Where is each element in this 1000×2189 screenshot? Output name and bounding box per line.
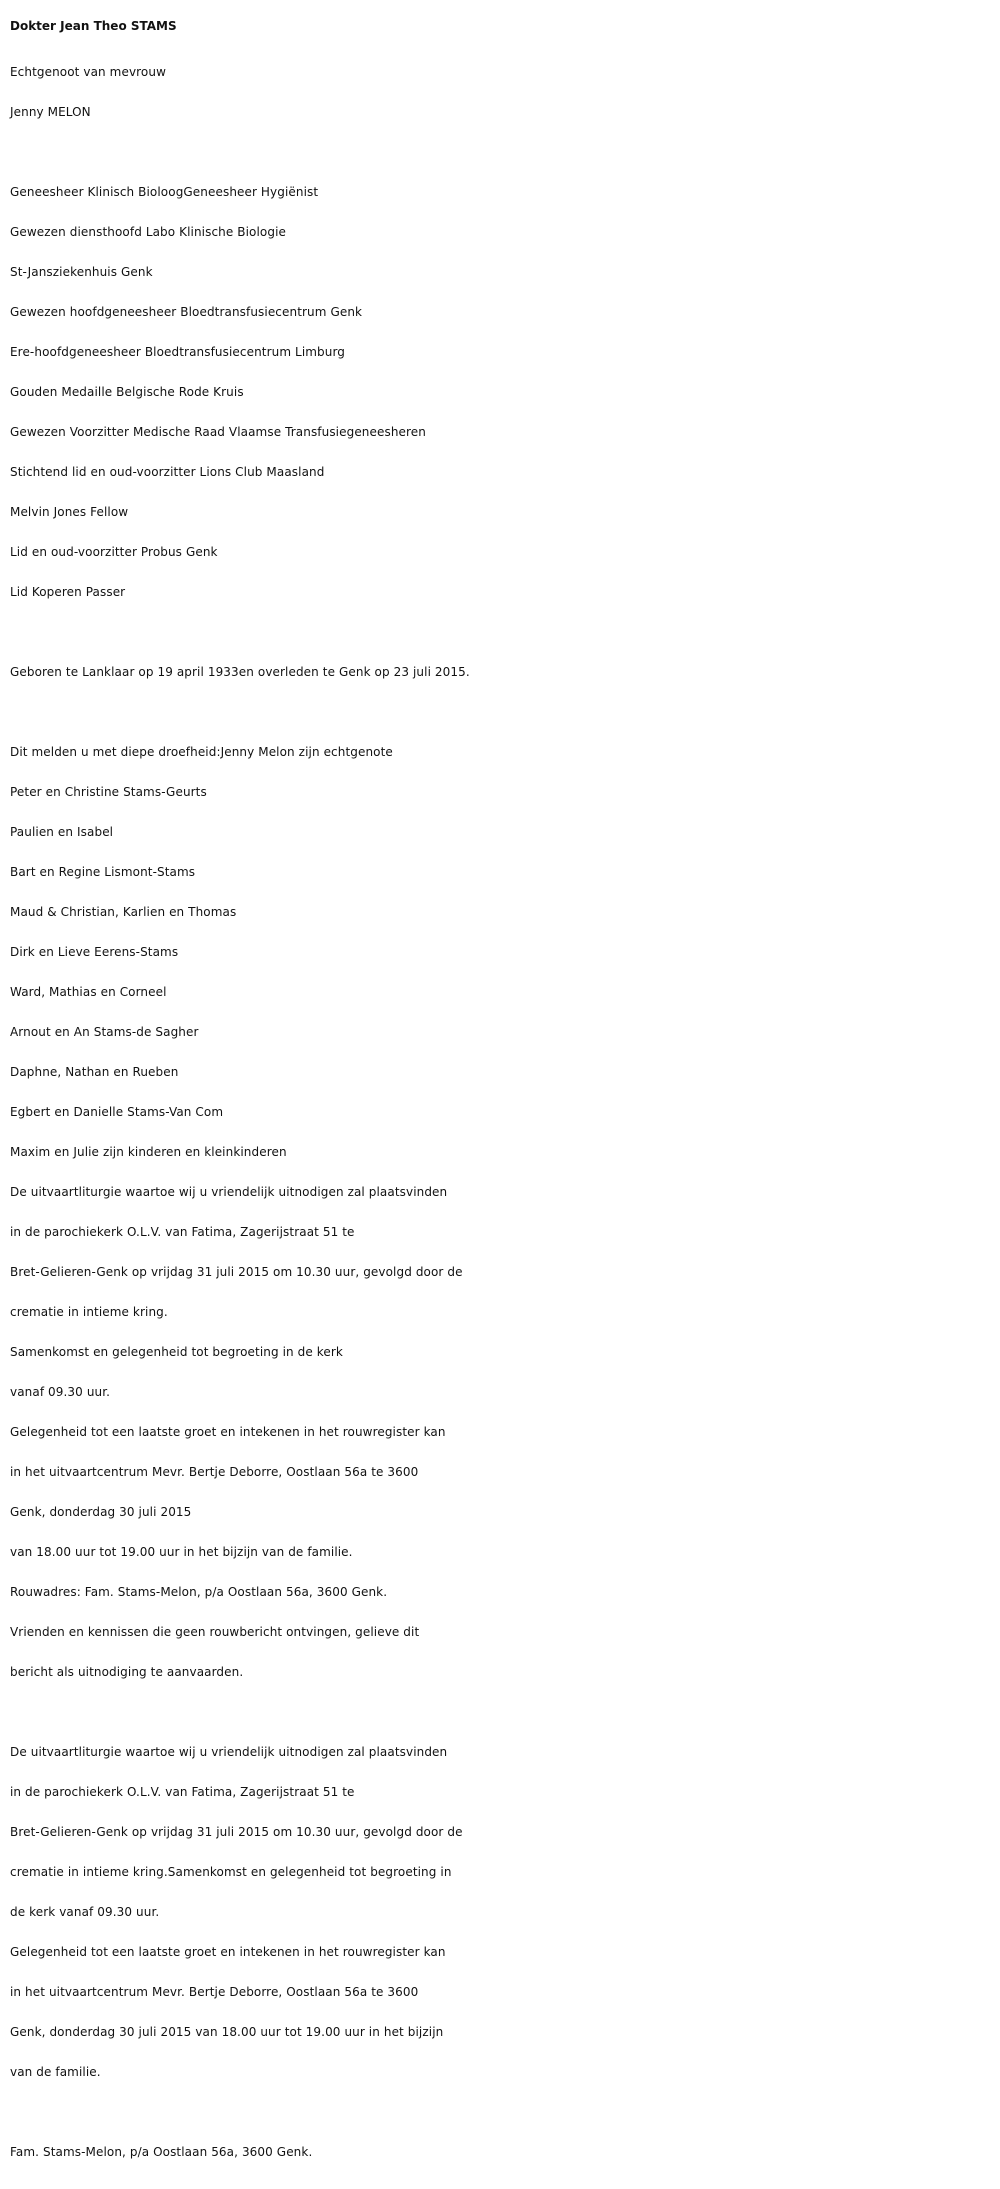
spacer (10, 132, 995, 172)
family-line: van 18.00 uur tot 19.00 uur in het bijzijn van de familie. (10, 1545, 353, 1559)
ceremony-block (10, 1732, 995, 2092)
family-line: Peter en Christine Stams-Geurts (10, 785, 207, 799)
ceremony-line: de kerk vanaf 09.30 uur. (10, 1905, 160, 1919)
family-line: bericht als uitnodiging te aanvaarden. (10, 1665, 244, 1679)
obituary-document (10, 0, 995, 2172)
family-list (10, 732, 995, 1692)
title-line: Melvin Jones Fellow (10, 505, 129, 519)
family-line: in het uitvaartcentrum Mevr. Bertje Deborre, Oostlaan 56a te 3600 (10, 1465, 419, 1479)
family-line: Dit melden u met diepe droefheid:Jenny Melon zijn echtgenote (10, 745, 393, 759)
ceremony-line: Bret-Gelieren-Genk op vrijdag 31 juli 2015 om 10.30 uur, gevolgd door de (10, 1825, 463, 1839)
family-line: in de parochiekerk O.L.V. van Fatima, Zagerijstraat 51 te (10, 1225, 355, 1239)
ceremony-line: De uitvaartliturgie waartoe wij u vriendelijk uitnodigen zal plaatsvinden (10, 1745, 448, 1759)
spacer (10, 692, 995, 732)
family-line: Samenkomst en gelegenheid tot begroeting in de kerk (10, 1345, 343, 1359)
family-line: Maxim en Julie zijn kinderen en kleinkinderen (10, 1145, 287, 1159)
spouse-intro: Echtgenoot van mevrouw (10, 65, 166, 79)
title-line: Gewezen diensthoofd Labo Klinische Biologie (10, 225, 286, 239)
family-line: crematie in intieme kring. (10, 1305, 168, 1319)
title-line: Ere-hoofdgeneesheer Bloedtransfusiecentrum Limburg (10, 345, 345, 359)
spacer (10, 2092, 995, 2132)
family-line: Arnout en An Stams-de Sagher (10, 1025, 199, 1039)
title-line: Gewezen Voorzitter Medische Raad Vlaamse Transfusiegeneesheren (10, 425, 426, 439)
family-line: Ward, Mathias en Corneel (10, 985, 167, 999)
title-line: Stichtend lid en oud-voorzitter Lions Club Maasland (10, 465, 325, 479)
birth-death-line: Geboren te Lanklaar op 19 april 1933en overleden te Genk op 23 juli 2015. (10, 665, 470, 679)
family-line: De uitvaartliturgie waartoe wij u vriendelijk uitnodigen zal plaatsvinden (10, 1185, 448, 1199)
family-line: Vrienden en kennissen die geen rouwbericht ontvingen, gelieve dit (10, 1625, 420, 1639)
family-line: Bret-Gelieren-Genk op vrijdag 31 juli 2015 om 10.30 uur, gevolgd door de (10, 1265, 463, 1279)
family-line: Maud & Christian, Karlien en Thomas (10, 905, 237, 919)
family-line: Dirk en Lieve Eerens-Stams (10, 945, 179, 959)
ceremony-line: in de parochiekerk O.L.V. van Fatima, Zagerijstraat 51 te (10, 1785, 355, 1799)
family-line: Egbert en Danielle Stams-Van Com (10, 1105, 224, 1119)
family-line: Bart en Regine Lismont-Stams (10, 865, 196, 879)
title-line: Gewezen hoofdgeneesheer Bloedtransfusiecentrum Genk (10, 305, 363, 319)
family-line: Paulien en Isabel (10, 825, 114, 839)
spacer (10, 1692, 995, 1732)
ceremony-line: in het uitvaartcentrum Mevr. Bertje Deborre, Oostlaan 56a te 3600 (10, 1985, 419, 1999)
family-line: Gelegenheid tot een laatste groet en intekenen in het rouwregister kan (10, 1425, 446, 1439)
family-line: vanaf 09.30 uur. (10, 1385, 111, 1399)
deceased-name: Dokter Jean Theo STAMS (10, 19, 177, 33)
title-line: Gouden Medaille Belgische Rode Kruis (10, 385, 244, 399)
title-line: Lid Koperen Passer (10, 585, 126, 599)
mourning-address: Fam. Stams-Melon, p/a Oostlaan 56a, 3600 Genk. (10, 2145, 313, 2159)
titles-list (10, 172, 995, 612)
family-line: Daphne, Nathan en Rueben (10, 1065, 179, 1079)
family-line: Rouwadres: Fam. Stams-Melon, p/a Oostlaan 56a, 3600 Genk. (10, 1585, 388, 1599)
ceremony-line: Gelegenheid tot een laatste groet en intekenen in het rouwregister kan (10, 1945, 446, 1959)
title-line: Geneesheer Klinisch BioloogGeneesheer Hygiënist (10, 185, 319, 199)
title-line: Lid en oud-voorzitter Probus Genk (10, 545, 218, 559)
ceremony-line: van de familie. (10, 2065, 101, 2079)
ceremony-line: Genk, donderdag 30 juli 2015 van 18.00 uur tot 19.00 uur in het bijzijn (10, 2025, 444, 2039)
ceremony-line: crematie in intieme kring.Samenkomst en gelegenheid tot begroeting in (10, 1865, 452, 1879)
family-line: Genk, donderdag 30 juli 2015 (10, 1505, 192, 1519)
spouse-name: Jenny MELON (10, 105, 91, 119)
title-line: St-Jansziekenhuis Genk (10, 265, 153, 279)
spacer (10, 612, 995, 652)
